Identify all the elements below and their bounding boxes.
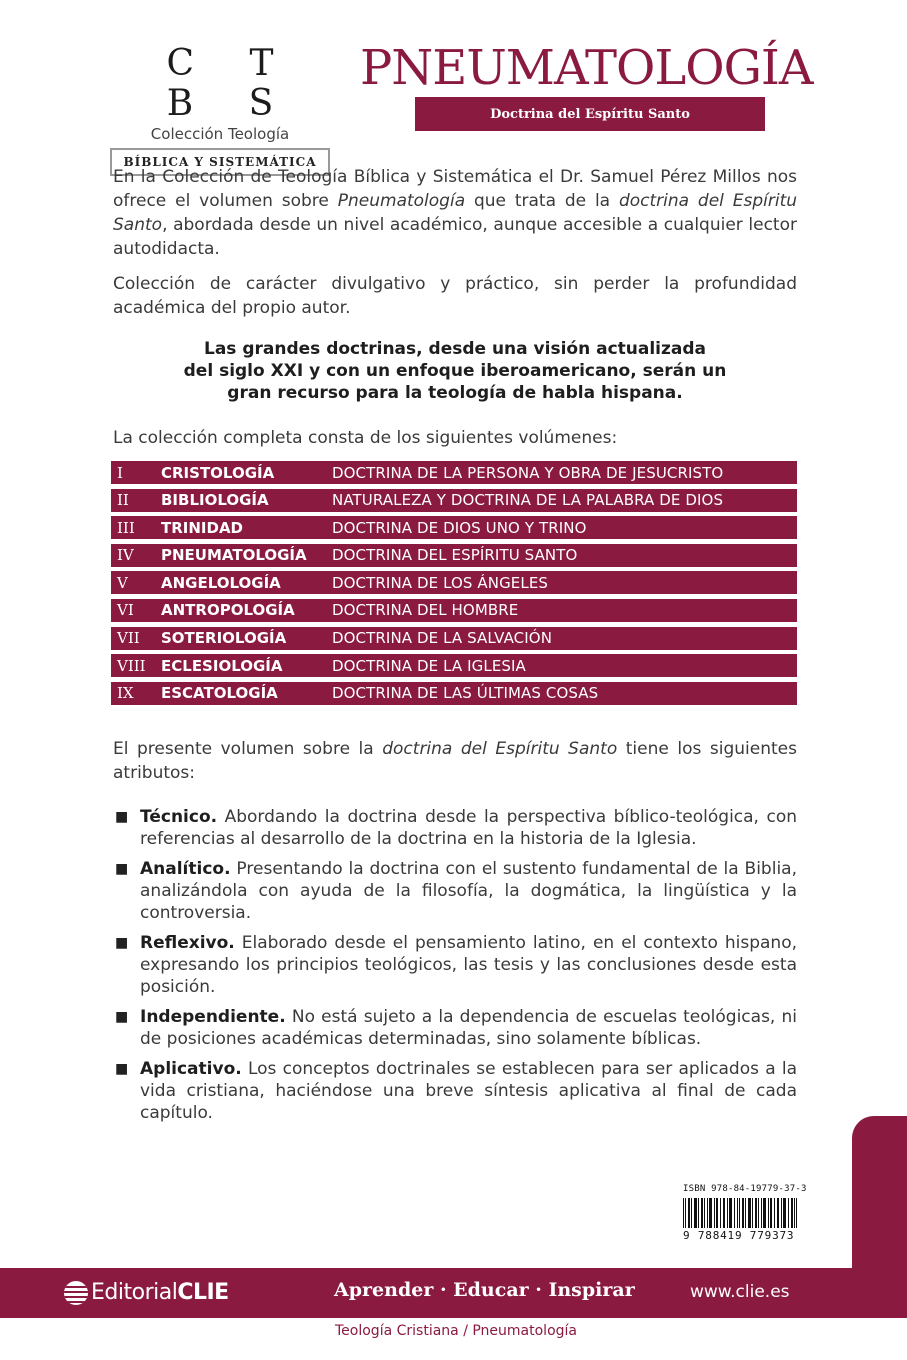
attribute-title: Independiente. — [140, 1007, 286, 1027]
volume-number: I — [117, 463, 123, 482]
volume-number: VII — [117, 629, 140, 648]
barcode-number: 9 788419 779373 — [683, 1229, 795, 1242]
book-subtitle: Doctrina del Espíritu Santo — [415, 97, 765, 131]
logo-editorial-text: Editorial — [91, 1280, 178, 1305]
volume-number: III — [117, 518, 135, 537]
list-item — [113, 858, 797, 924]
volume-row — [111, 461, 797, 484]
list-item — [113, 932, 797, 998]
attributes-list — [113, 806, 797, 1132]
side-tab-decoration — [852, 1116, 907, 1268]
footer-band — [0, 1268, 907, 1318]
volume-description: DOCTRINA DE LA IGLESIA — [332, 656, 526, 675]
volume-description: DOCTRINA DEL HOMBRE — [332, 601, 519, 620]
volume-name: BIBLIOLOGÍA — [161, 491, 269, 510]
highlight-statement: Las grandes doctrinas, desde una visión actualizada del siglo XXI y con un enfoque iberoamericano, serán un gran recurso para la teología de habla hispana. — [183, 339, 727, 403]
bullet-icon: ■ — [115, 861, 129, 877]
attribute-text: Abordando la doctrina desde la perspectiva bíblico-teológica, con referencias al desarrollo de la doctrina en la historia de la Iglesia. — [140, 807, 797, 849]
attribute-text: Los conceptos doctrinales se establecen para ser aplicados a la vida cristiana, haciéndose una breve síntesis aplicativa al final de cada capítulo. — [140, 1059, 797, 1123]
list-item — [113, 1006, 797, 1050]
volume-description: DOCTRINA DE LOS ÁNGELES — [332, 573, 549, 592]
volume-row — [111, 516, 797, 539]
volume-row — [111, 544, 797, 567]
volume-number: II — [117, 491, 129, 510]
volume-name: TRINIDAD — [161, 518, 244, 537]
volume-row — [111, 654, 797, 677]
volume-name: ANTROPOLOGÍA — [161, 601, 295, 620]
collection-name: Colección Teología — [150, 125, 290, 143]
volume-row — [111, 489, 797, 512]
list-item — [113, 1058, 797, 1124]
barcode-icon — [683, 1198, 797, 1228]
bullet-icon: ■ — [115, 1009, 129, 1025]
volume-description: DOCTRINA DE LAS ÚLTIMAS COSAS — [332, 684, 599, 703]
volume-number: IX — [117, 684, 134, 703]
volume-row — [111, 627, 797, 650]
volumes-intro: La colección completa consta de los siguientes volúmenes: — [113, 428, 618, 448]
collection-subtitle-box: BÍBLICA Y SISTEMÁTICA — [110, 148, 330, 176]
attribute-text: No está sujeto a la dependencia de escuelas teológicas, ni de posiciones académicas determinadas, sino solamente bíblicas. — [140, 1007, 797, 1049]
attribute-title: Reflexivo. — [140, 933, 235, 953]
publisher-website: www.clie.es — [690, 1282, 790, 1302]
volume-name: ESCATOLOGÍA — [161, 684, 278, 703]
volume-name: PNEUMATOLOGÍA — [161, 546, 307, 565]
bullet-icon: ■ — [115, 1061, 129, 1077]
publisher-motto: Aprender · Educar · Inspirar — [334, 1279, 635, 1301]
volume-row — [111, 682, 797, 705]
volume-row — [111, 599, 797, 622]
volume-number: IV — [117, 546, 134, 565]
attribute-text: Elaborado desde el pensamiento latino, en el contexto hispano, expresando los principios teológicos, las tesis y las conclusiones desde esta posición. — [140, 933, 797, 997]
volume-number: V — [117, 573, 128, 592]
volumes-list — [111, 461, 797, 709]
list-item — [113, 806, 797, 850]
volume-description: DOCTRINA DE LA PERSONA Y OBRA DE JESUCRISTO — [332, 463, 724, 482]
collection-description: Colección de carácter divulgativo y práctico, sin perder la profundidad académica del propio autor. — [113, 274, 797, 318]
volume-description: DOCTRINA DE DIOS UNO Y TRINO — [332, 518, 587, 537]
ctbs-letters: C T B S — [166, 43, 296, 124]
volume-row — [111, 571, 797, 594]
attributes-intro: El presente volumen sobre la doctrina del Espíritu Santo tiene los siguientes atributos: — [113, 739, 797, 783]
volume-description: DOCTRINA DEL ESPÍRITU SANTO — [332, 546, 578, 565]
intro-paragraph: En la Colección de Teología Bíblica y Sistemática el Dr. Samuel Pérez Millos nos ofrece el volumen sobre Pneumatología que trata de la doctrina del Espíritu Santo, abordada desde un nivel académico, aunque accesible a cualquier lector autodidacta. — [113, 167, 798, 259]
attribute-title: Analítico. — [140, 859, 231, 879]
attribute-title: Aplicativo. — [140, 1059, 242, 1079]
volume-name: CRISTOLOGÍA — [161, 463, 275, 482]
attribute-title: Técnico. — [140, 807, 218, 827]
volume-number: VIII — [117, 656, 146, 675]
volume-description: DOCTRINA DE LA SALVACIÓN — [332, 629, 553, 648]
bullet-icon: ■ — [115, 935, 129, 951]
volume-name: SOTERIOLOGÍA — [161, 629, 287, 648]
book-category: Teología Cristiana / Pneumatología — [335, 1323, 577, 1339]
volume-description: NATURALEZA Y DOCTRINA DE LA PALABRA DE DIOS — [332, 491, 724, 510]
bullet-icon: ■ — [115, 809, 129, 825]
logo-clie-text: CLIE — [177, 1280, 229, 1305]
isbn-label: ISBN 978-84-19779-37-3 — [683, 1184, 807, 1194]
attribute-text: Presentando la doctrina con el sustento fundamental de la Biblia, analizándola con ayuda de la filosofía, la dogmática, la lingüística y la controversia. — [140, 859, 797, 923]
volume-name: ANGELOLOGÍA — [161, 573, 281, 592]
volume-number: VI — [117, 601, 134, 620]
publisher-logo — [64, 1280, 229, 1305]
globe-icon — [64, 1281, 88, 1305]
book-title: PNEUMATOLOGÍA — [360, 40, 813, 96]
collection-logo — [110, 44, 330, 176]
volume-name: ECLESIOLOGÍA — [161, 656, 283, 675]
